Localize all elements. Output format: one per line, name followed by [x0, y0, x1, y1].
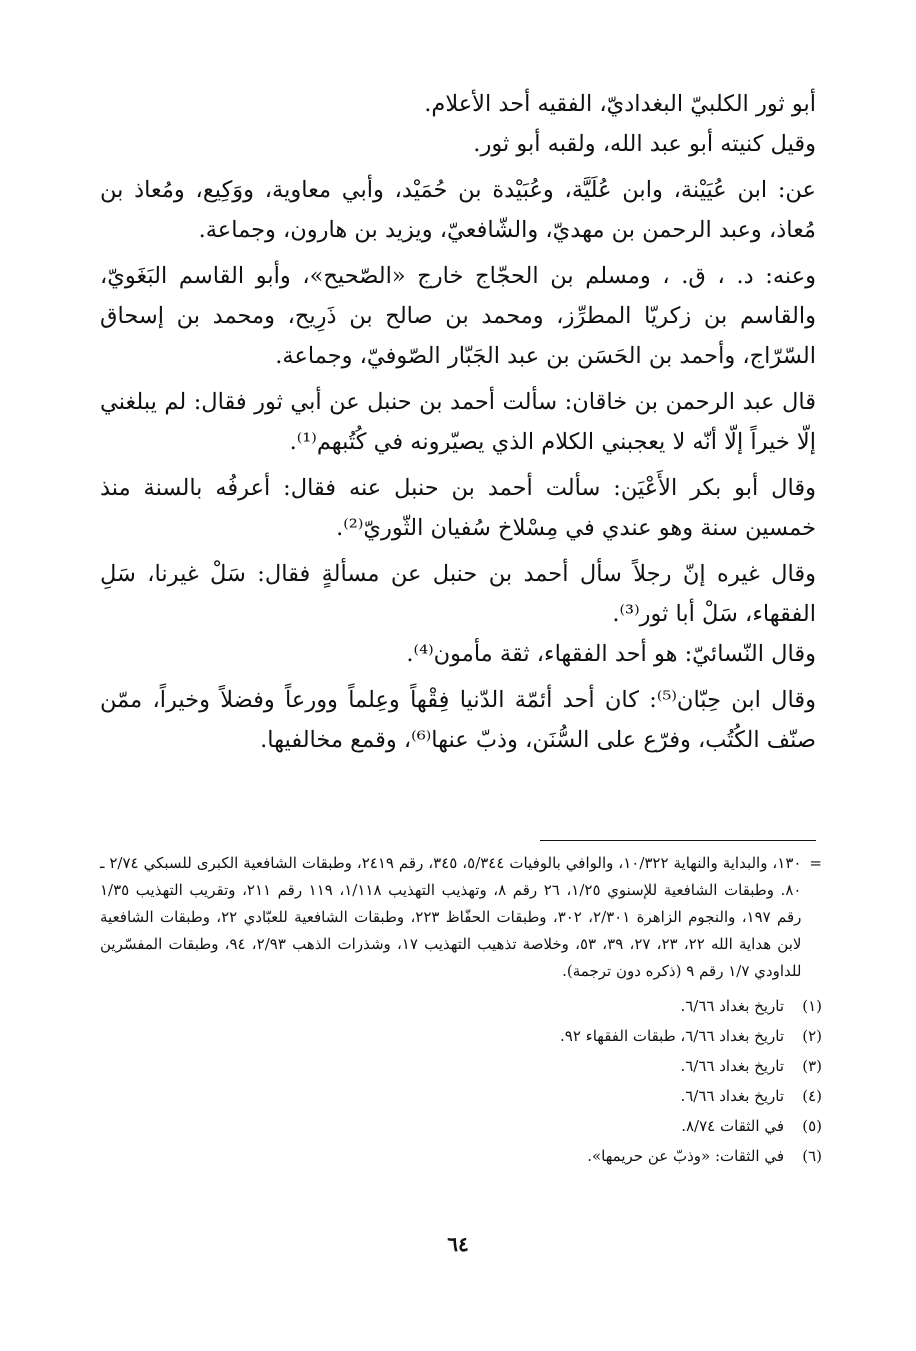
paragraph-students: وعنه: د. ، ق. ، ومسلم بن الحجّاج خارج «الصّحيح»، وأبو القاسم البَغَويّ، والقاسم بن زكريّا المطرِّز، ومحمد بن صالح بن ذَرِيح، ومحمد بن إسحاق السّرّاج، وأحمد بن الحَسَن بن عبد الجَبّار الصّوفيّ، وجماعة.: [100, 263, 816, 369]
footnote-item: [100, 1141, 822, 1171]
paragraph-quote-nasai: وقال النّسائيّ: هو أحد الفقهاء، ثقة مأمون⁽⁴⁾.: [406, 641, 816, 667]
continuation-text: ١٣٠، والبداية والنهاية ١٠/٣٢٢، والوافي بالوفيات ٥/٣٤٤، ٣٤٥، رقم ٢٤١٩، وطبقات الشافعية الكبرى للسبكي ٢/٧٤ ـ ٨٠. وطبقات الشافعية للإسنوي ١/٢٥، ٢٦ رقم ٨، وتهذيب التهذيب ١/١١٨، ١١٩ رقم ٢١١، وتقريب التهذيب ١/٣٥ رقم ١٩٧، والنجوم الزاهرة ٢/٣٠١، ٣٠٢، وطبقات الحفّاظ ٢٢٣، وطبقات الشافعية للعبّادي ٢٢، وطبقات الشافعية لابن هداية الله ٢٢، ٢٣، ٢٧، ٣٩، ٥٣، وخلاصة تذهيب التهذيب ١٧، وشذرات الذهب ٢/٩٣، ٩٤، وطبقات المفسّرين للداودي ١/٧ رقم ٩ (ذكره دون ترجمة).: [100, 854, 802, 980]
main-text: [100, 84, 816, 766]
footnote-number: (٤): [802, 1087, 822, 1105]
footnote-item: [100, 1021, 822, 1051]
paragraph-kunya: وقيل كنيته أبو عبد الله، ولقبه أبو ثور.: [473, 131, 816, 157]
footnote-item: [100, 1111, 822, 1141]
footnote-number: (٣): [802, 1057, 822, 1075]
footnote-text: تاريخ بغداد ٦/٦٦.: [680, 1057, 784, 1075]
footnote-item: [100, 1051, 822, 1081]
paragraph-quote-ibn-khaqan: قال عبد الرحمن بن خاقان: سألت أحمد بن حنبل عن أبي ثور فقال: لم يبلغني إلّا خيراً إلّا أنّه لا يعجبني الكلام الذي يصيّرونه في كُتُبهم⁽¹⁾.: [100, 389, 816, 455]
paragraph-quote-ibn-hibban: وقال ابن حِبّان⁽⁵⁾: كان أحد أئمّة الدّنيا فِقْهاً وعِلماً وورعاً وفضلاً وخيراً، ممّن صنّف الكُتُب، وفرّع على السُّنَن، وذبّ عنها⁽⁶⁾، وقمع مخالفيها.: [100, 687, 816, 753]
footnote-item: [100, 991, 822, 1021]
footnote-text: تاريخ بغداد ٦/٦٦، طبقات الفقهاء ٩٢.: [560, 1027, 784, 1045]
footnotes: [100, 850, 822, 1171]
footnote-text: تاريخ بغداد ٦/٦٦.: [680, 1087, 784, 1105]
continuation-mark: =: [809, 854, 822, 872]
footnote-text: تاريخ بغداد ٦/٦٦.: [680, 997, 784, 1015]
footnote-text: في الثقات ٨/٧٤.: [681, 1117, 784, 1135]
footnote-number: (١): [802, 997, 822, 1015]
paragraph-quote-other: وقال غيره إنّ رجلاً سأل أحمد بن حنبل عن مسألةٍ فقال: سَلْ غيرنا، سَلِ الفقهاء، سَلْ أبا ثور⁽³⁾.: [100, 561, 816, 627]
footnote-number: (٦): [802, 1147, 822, 1165]
page-number: ٦٤: [447, 1232, 469, 1256]
footnote-item: [100, 1081, 822, 1111]
footnote-continuation: [100, 850, 822, 985]
footnote-number: (٢): [802, 1027, 822, 1045]
paragraph-quote-abu-bakr: وقال أبو بكر الأَعْيَن: سألت أحمد بن حنبل عنه فقال: أعرفُه بالسنة منذ خمسين سنة وهو عندي في مِسْلاخ سُفيان الثّوريّ⁽²⁾.: [100, 475, 816, 541]
paragraph-name-line: أبو ثور الكلبيّ البغداديّ، الفقيه أحد الأعلام.: [424, 91, 816, 117]
footnote-text: في الثقات: «وذبّ عن حريمها».: [587, 1147, 784, 1165]
footnote-number: (٥): [802, 1117, 822, 1135]
footnote-separator: [540, 840, 816, 841]
paragraph-teachers: عن: ابن عُيَيْنة، وابن عُلَيَّة، وعُبَيْدة بن حُمَيْد، وأبي معاوية، ووَكِيع، ومُعاذ بن مُعاذ، وعبد الرحمن بن مهديّ، والشّافعيّ، ويزيد بن هارون، وجماعة.: [100, 177, 816, 243]
